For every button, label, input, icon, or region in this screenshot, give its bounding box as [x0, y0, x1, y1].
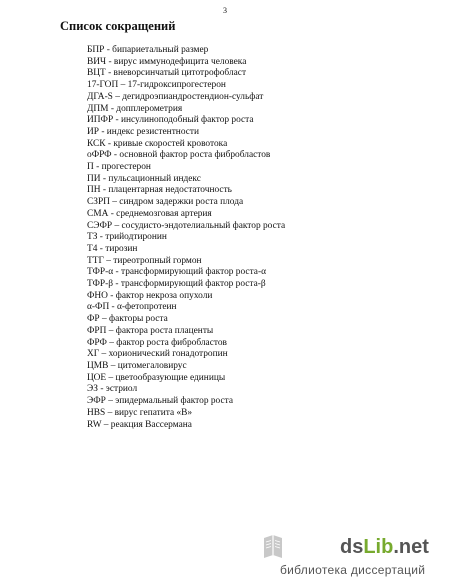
abbreviation-item: Т4 - тирозин: [87, 243, 138, 254]
abbreviation-item: ЦМВ – цитомегаловирус: [87, 360, 187, 371]
abbreviation-item: ПН - плацентарная недостаточность: [87, 185, 232, 196]
abbreviation-item: RW – реакция Вассермана: [87, 419, 192, 430]
abbreviation-list: [87, 45, 285, 431]
abbreviation-item: ЭЗ - эстриол: [87, 384, 138, 395]
abbreviation-item: ФР – факторы роста: [87, 314, 168, 325]
open-book-icon: [262, 532, 284, 560]
abbreviation-item: ДПМ - допплерометрия: [87, 103, 183, 114]
abbreviation-item: ФНО - фактор некроза опухоли: [87, 290, 213, 301]
abbreviation-item: ТТГ – тиреотропный гормон: [87, 255, 202, 266]
abbreviation-item: ЦОЕ – цветообразующие единицы: [87, 372, 226, 383]
abbreviation-item: ЭФР – эпидермальный фактор роста: [87, 396, 234, 407]
page-number: 3: [223, 6, 227, 15]
abbreviation-item: ФРФ – фактор роста фибробластов: [87, 337, 227, 348]
abbreviation-item: ПИ - пульсационный индекс: [87, 173, 201, 184]
abbreviation-item: СМА - среднемозговая артерия: [87, 208, 212, 219]
abbreviation-item: HBS – вирус гепатита «В»: [87, 407, 193, 418]
abbreviation-item: ТФР-α - трансформирующий фактор роста-α: [87, 267, 266, 278]
dslib-watermark[interactable]: [262, 532, 446, 578]
abbreviation-item: 17-ГОП – 17-гидроксипрогестерон: [87, 80, 226, 91]
abbreviation-item: ФРП – фактора роста плаценты: [87, 325, 214, 336]
watermark-brand-lib: Lib: [363, 536, 394, 558]
watermark-tagline: библиотека диссертаций: [280, 563, 426, 577]
abbreviation-item: ВИЧ - вирус иммунодефицита человека: [87, 56, 247, 67]
abbreviation-item: ХГ – хорионический гонадотропин: [87, 349, 228, 360]
abbreviation-item: СЭФР – сосудисто-эндотелиальный фактор роста: [87, 220, 286, 231]
abbreviation-item: БПР - бипариетальный размер: [87, 45, 209, 55]
abbreviation-item: ДГА-S – дегидроэпиандростендион-сульфат: [87, 91, 264, 102]
abbreviation-item: П - прогестерон: [87, 162, 151, 173]
abbreviation-item: ТЗ - трийодтиронин: [87, 232, 167, 243]
abbreviation-item: ВЦТ - вневорсинчатый цитотрофобласт: [87, 68, 247, 79]
abbreviation-item: КСК - кривые скоростей кровотока: [87, 138, 228, 149]
abbreviation-item: оФРФ - основной фактор роста фибробластов: [87, 150, 271, 161]
abbreviation-item: ИПФР - инсулиноподобный фактор роста: [87, 115, 254, 126]
abbreviation-item: ИР - индекс резистентности: [87, 126, 200, 137]
abbreviation-item: СЗРП – синдром задержки роста плода: [87, 197, 244, 208]
watermark-brand: [340, 536, 429, 559]
page-title: Список сокращений: [60, 19, 176, 33]
watermark-brand-net: .net: [393, 536, 429, 558]
abbreviation-item: ТФР-β - трансформирующий фактор роста-β: [87, 279, 266, 290]
watermark-brand-ds: ds: [340, 536, 364, 558]
abbreviation-item: α-ФП - α-фетопротеин: [87, 302, 177, 313]
